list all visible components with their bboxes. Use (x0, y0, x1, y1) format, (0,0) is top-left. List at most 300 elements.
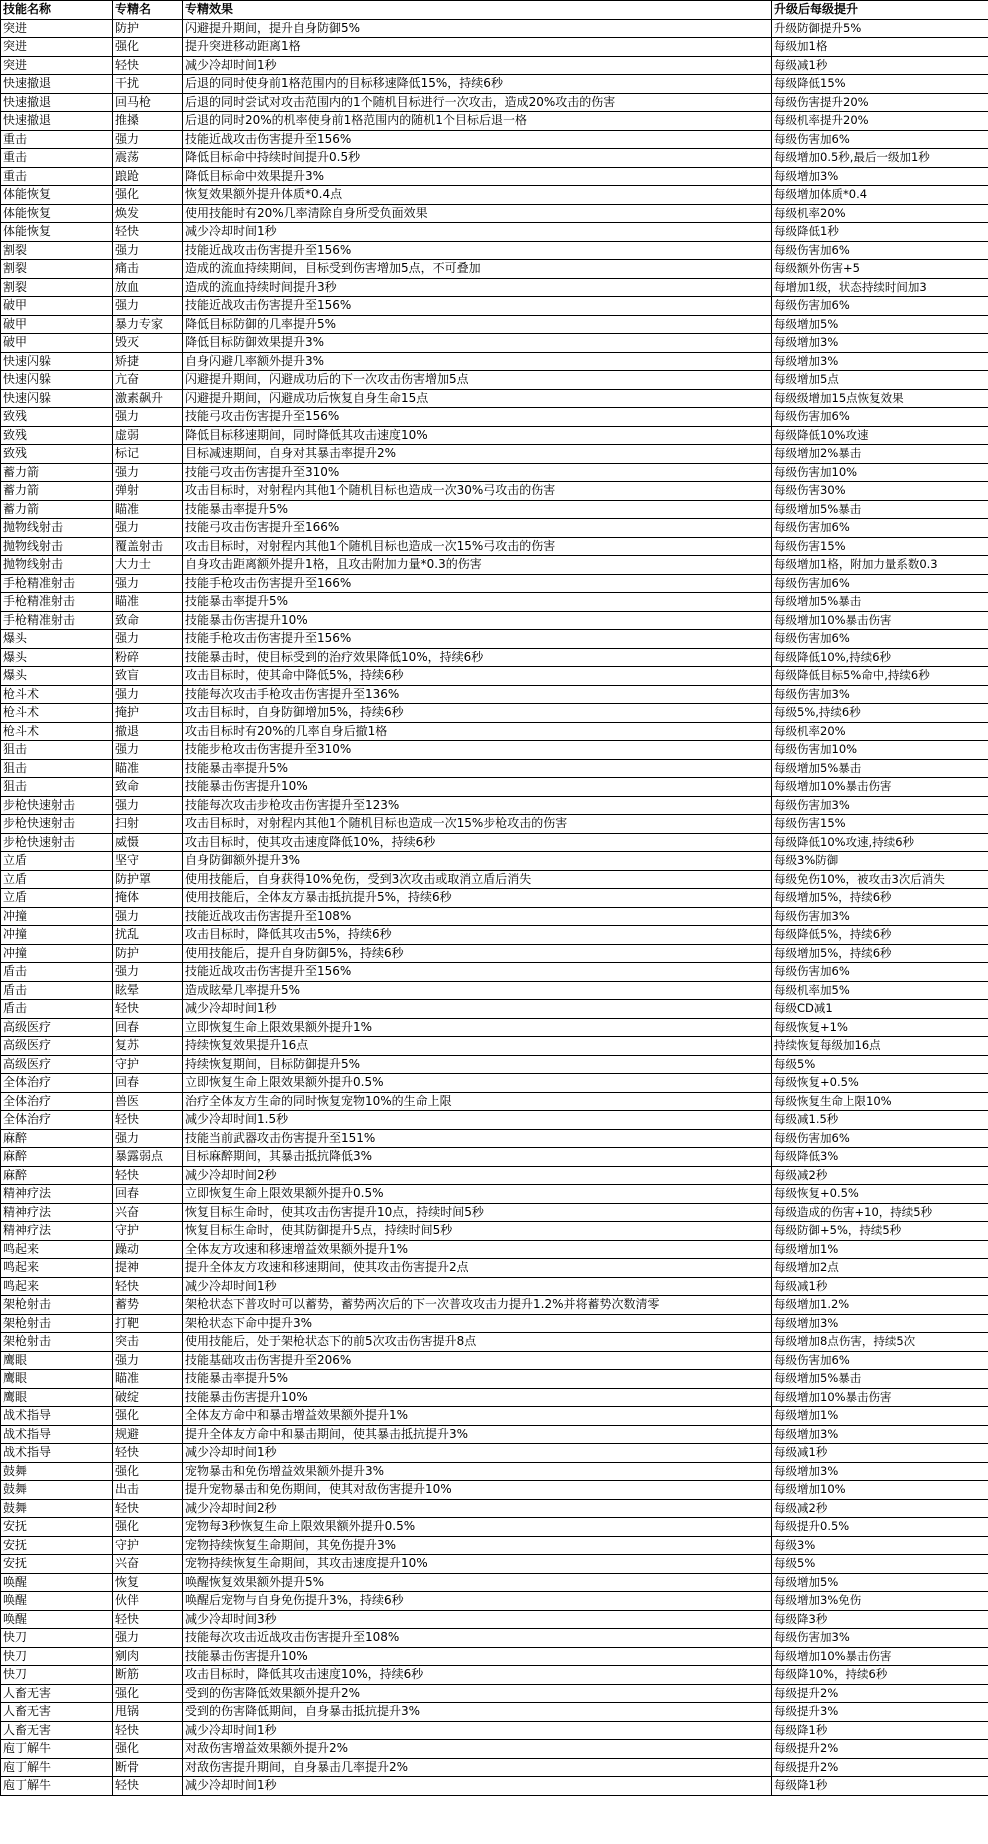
table-row (1, 260, 988, 279)
specialization-name-cell: 强力 (113, 630, 183, 649)
specialization-name-cell: 强化 (113, 186, 183, 205)
specialization-name-cell: 守护 (113, 1222, 183, 1241)
per-level-upgrade-cell: 每级增加1% (772, 1240, 988, 1259)
skill-name-cell: 爆头 (1, 648, 113, 667)
table-row (1, 297, 988, 316)
specialization-name-cell: 标记 (113, 445, 183, 464)
specialization-name-cell: 防护罩 (113, 870, 183, 889)
specialization-name-cell: 强力 (113, 796, 183, 815)
table-row (1, 741, 988, 760)
skill-name-cell: 突进 (1, 19, 113, 38)
skill-name-cell: 全体治疗 (1, 1111, 113, 1130)
specialization-effect-cell: 技能步枪攻击伤害提升至310% (183, 741, 772, 760)
per-level-upgrade-cell: 每级增加10%暴击伤害 (772, 1647, 988, 1666)
per-level-upgrade-cell: 每级伤害30% (772, 482, 988, 501)
table-row (1, 1444, 988, 1463)
per-level-upgrade-cell: 每级降低10%攻速 (772, 426, 988, 445)
per-level-upgrade-cell: 每级增加1格，附加力量系数0.3 (772, 556, 988, 575)
specialization-effect-cell: 目标麻醉期间，其暴击抵抗降低3% (183, 1148, 772, 1167)
per-level-upgrade-cell: 每级恢复+1% (772, 1018, 988, 1037)
specialization-name-cell: 轻快 (113, 1777, 183, 1796)
table-row (1, 482, 988, 501)
per-level-upgrade-cell: 每级增加5点 (772, 371, 988, 390)
specialization-name-cell: 强化 (113, 1518, 183, 1537)
skill-name-cell: 抛物线射击 (1, 556, 113, 575)
specialization-name-cell: 规避 (113, 1425, 183, 1444)
skill-name-cell: 鸣起来 (1, 1259, 113, 1278)
per-level-upgrade-cell: 每级降低15% (772, 75, 988, 94)
table-row (1, 278, 988, 297)
specialization-effect-cell: 攻击目标时，降低其攻击5%，持续6秒 (183, 926, 772, 945)
specialization-effect-cell: 攻击目标时，对射程内其他1个随机目标也造成一次30%弓攻击的伤害 (183, 482, 772, 501)
per-level-upgrade-cell: 每级增加3% (772, 1314, 988, 1333)
skill-name-cell: 高级医疗 (1, 1037, 113, 1056)
specialization-name-cell: 回马枪 (113, 93, 183, 112)
table-row (1, 1407, 988, 1426)
per-level-upgrade-cell: 每级增加3% (772, 334, 988, 353)
specialization-effect-cell: 攻击目标时，使其攻击速度降低10%，持续6秒 (183, 833, 772, 852)
skill-name-cell: 麻醉 (1, 1129, 113, 1148)
specialization-name-cell: 放血 (113, 278, 183, 297)
table-row (1, 241, 988, 260)
specialization-effect-cell: 对敌伤害增益效果额外提升2% (183, 1740, 772, 1759)
specialization-effect-cell: 技能基础攻击伤害提升至206% (183, 1351, 772, 1370)
specialization-name-cell: 打靶 (113, 1314, 183, 1333)
specialization-effect-cell: 技能暴击伤害提升10% (183, 1388, 772, 1407)
specialization-name-cell: 防护 (113, 944, 183, 963)
per-level-upgrade-cell: 每级降1秒 (772, 1721, 988, 1740)
specialization-effect-cell: 攻击目标时，对射程内其他1个随机目标也造成一次15%步枪攻击的伤害 (183, 815, 772, 834)
skill-name-cell: 体能恢复 (1, 204, 113, 223)
skill-name-cell: 战术指导 (1, 1407, 113, 1426)
specialization-name-cell: 粉碎 (113, 648, 183, 667)
specialization-name-cell: 暴力专家 (113, 315, 183, 334)
table-row (1, 426, 988, 445)
per-level-upgrade-cell: 每级降10%，持续6秒 (772, 1666, 988, 1685)
specialization-effect-cell: 恢复目标生命时，使其防御提升5点，持续时间5秒 (183, 1222, 772, 1241)
per-level-upgrade-cell: 每级伤害加10% (772, 463, 988, 482)
specialization-name-cell: 出击 (113, 1481, 183, 1500)
specialization-effect-cell: 技能近战攻击伤害提升至156% (183, 130, 772, 149)
skill-name-cell: 快刀 (1, 1647, 113, 1666)
table-row (1, 1018, 988, 1037)
skill-name-cell: 步枪快速射击 (1, 833, 113, 852)
per-level-upgrade-cell: 每级增加5%暴击 (772, 593, 988, 612)
skill-name-cell: 盾击 (1, 981, 113, 1000)
skill-name-cell: 狙击 (1, 759, 113, 778)
specialization-effect-cell: 技能暴击率提升5% (183, 759, 772, 778)
skill-name-cell: 鹰眼 (1, 1388, 113, 1407)
per-level-upgrade-cell: 每级增加10%暴击伤害 (772, 611, 988, 630)
specialization-effect-cell: 后退的同时尝试对攻击范围内的1个随机目标进行一次攻击，造成20%攻击的伤害 (183, 93, 772, 112)
table-row (1, 963, 988, 982)
per-level-upgrade-cell: 每级增加5%暴击 (772, 500, 988, 519)
skill-name-cell: 致残 (1, 408, 113, 427)
specialization-name-cell: 回春 (113, 1018, 183, 1037)
table-row (1, 778, 988, 797)
specialization-effect-cell: 立即恢复生命上限效果额外提升0.5% (183, 1074, 772, 1093)
specialization-effect-cell: 减少冷却时间1秒 (183, 1721, 772, 1740)
table-row (1, 1666, 988, 1685)
per-level-upgrade-cell: 每增加1级，状态持续时间加3 (772, 278, 988, 297)
specialization-effect-cell: 治疗全体友方生命的同时恢复宠物10%的生命上限 (183, 1092, 772, 1111)
table-row (1, 112, 988, 131)
skill-name-cell: 快速撤退 (1, 112, 113, 131)
table-row (1, 852, 988, 871)
specialization-effect-cell: 使用技能时有20%几率清除自身所受负面效果 (183, 204, 772, 223)
per-level-upgrade-cell: 每级伤害加6% (772, 1129, 988, 1148)
specialization-name-cell: 断骨 (113, 1758, 183, 1777)
table-row (1, 944, 988, 963)
per-level-upgrade-cell: 每级增加5%，持续6秒 (772, 944, 988, 963)
per-level-upgrade-cell: 每级提升2% (772, 1758, 988, 1777)
specialization-effect-cell: 提升全体友方命中和暴击期间，使其暴击抵抗提升3% (183, 1425, 772, 1444)
specialization-name-cell: 弹射 (113, 482, 183, 501)
table-row (1, 19, 988, 38)
specialization-name-cell: 瞄准 (113, 759, 183, 778)
per-level-upgrade-cell: 每级增加5% (772, 1573, 988, 1592)
table-row (1, 1351, 988, 1370)
table-row (1, 1703, 988, 1722)
specialization-effect-cell: 唤醒后宠物与自身免伤提升3%，持续6秒 (183, 1592, 772, 1611)
per-level-upgrade-cell: 每级降1秒 (772, 1777, 988, 1796)
table-row (1, 93, 988, 112)
specialization-effect-cell: 使用技能后，自身获得10%免伤，受到3次攻击或取消立盾后消失 (183, 870, 772, 889)
skill-name-cell: 割裂 (1, 260, 113, 279)
table-row (1, 334, 988, 353)
per-level-upgrade-cell: 每级恢复+0.5% (772, 1185, 988, 1204)
table-row (1, 1499, 988, 1518)
table-row (1, 1721, 988, 1740)
table-row (1, 667, 988, 686)
per-level-upgrade-cell: 每级增加体质*0.4 (772, 186, 988, 205)
skill-name-cell: 立盾 (1, 870, 113, 889)
specialization-effect-cell: 技能每次攻击步枪攻击伤害提升至123% (183, 796, 772, 815)
specialization-name-cell: 守护 (113, 1055, 183, 1074)
table-row (1, 519, 988, 538)
skill-name-cell: 高级医疗 (1, 1055, 113, 1074)
specialization-name-cell: 强力 (113, 463, 183, 482)
specialization-effect-cell: 技能弓攻击伤害提升至166% (183, 519, 772, 538)
specialization-effect-cell: 架枪状态下命中提升3% (183, 1314, 772, 1333)
skill-name-cell: 割裂 (1, 241, 113, 260)
specialization-name-cell: 轻快 (113, 1277, 183, 1296)
table-row (1, 648, 988, 667)
specialization-effect-cell: 降低目标命中效果提升3% (183, 167, 772, 186)
specialization-name-cell: 痛击 (113, 260, 183, 279)
specialization-name-cell: 掩体 (113, 889, 183, 908)
skill-name-cell: 快刀 (1, 1666, 113, 1685)
specialization-effect-cell: 宠物每3秒恢复生命上限效果额外提升0.5% (183, 1518, 772, 1537)
per-level-upgrade-cell: 每级机率20% (772, 722, 988, 741)
specialization-effect-cell: 减少冷却时间1秒 (183, 223, 772, 242)
skill-name-cell: 安抚 (1, 1518, 113, 1537)
specialization-effect-cell: 攻击目标时，自身防御增加5%，持续6秒 (183, 704, 772, 723)
specialization-name-cell: 破绽 (113, 1388, 183, 1407)
specialization-name-cell: 矫捷 (113, 352, 183, 371)
per-level-upgrade-cell: 每级提升0.5% (772, 1518, 988, 1537)
specialization-name-cell: 断筋 (113, 1666, 183, 1685)
per-level-upgrade-cell: 每级伤害加3% (772, 907, 988, 926)
specialization-name-cell: 躁动 (113, 1240, 183, 1259)
specialization-effect-cell: 立即恢复生命上限效果额外提升1% (183, 1018, 772, 1037)
per-level-upgrade-cell: 每级恢复生命上限10% (772, 1092, 988, 1111)
skill-name-cell: 全体治疗 (1, 1092, 113, 1111)
specialization-effect-cell: 宠物持续恢复生命期间，其攻击速度提升10% (183, 1555, 772, 1574)
specialization-effect-cell: 减少冷却时间1秒 (183, 56, 772, 75)
per-level-upgrade-cell: 每级降低5%，持续6秒 (772, 926, 988, 945)
per-level-upgrade-cell: 每级防御+5%，持续5秒 (772, 1222, 988, 1241)
table-row (1, 759, 988, 778)
table-row (1, 408, 988, 427)
skill-name-cell: 枪斗术 (1, 704, 113, 723)
specialization-name-cell: 强化 (113, 38, 183, 57)
table-row (1, 1166, 988, 1185)
skill-name-cell: 唤醒 (1, 1592, 113, 1611)
specialization-effect-cell: 持续恢复期间，目标防御提升5% (183, 1055, 772, 1074)
specialization-effect-cell: 减少冷却时间2秒 (183, 1499, 772, 1518)
skill-name-cell: 安抚 (1, 1555, 113, 1574)
specialization-effect-cell: 自身闪避几率额外提升3% (183, 352, 772, 371)
skill-name-cell: 立盾 (1, 852, 113, 871)
per-level-upgrade-cell: 每级增加5% (772, 315, 988, 334)
specialization-name-cell: 强力 (113, 1629, 183, 1648)
skill-name-cell: 冲撞 (1, 944, 113, 963)
skill-name-cell: 快速闪躲 (1, 389, 113, 408)
specialization-name-cell: 突击 (113, 1333, 183, 1352)
per-level-upgrade-cell: 每级增加0.5秒,最后一级加1秒 (772, 149, 988, 168)
specialization-name-cell: 瞄准 (113, 500, 183, 519)
specialization-name-cell: 暴露弱点 (113, 1148, 183, 1167)
per-level-upgrade-cell: 每级伤害加6% (772, 297, 988, 316)
skill-name-cell: 快刀 (1, 1629, 113, 1648)
table-row (1, 611, 988, 630)
specialization-name-cell: 兽医 (113, 1092, 183, 1111)
table-row (1, 907, 988, 926)
specialization-name-cell: 致命 (113, 778, 183, 797)
table-row (1, 186, 988, 205)
skill-name-cell: 快速撤退 (1, 75, 113, 94)
skill-name-cell: 架枪射击 (1, 1314, 113, 1333)
per-level-upgrade-cell: 每级伤害加6% (772, 963, 988, 982)
skill-name-cell: 爆头 (1, 630, 113, 649)
table-row (1, 38, 988, 57)
table-row (1, 389, 988, 408)
specialization-name-cell: 干扰 (113, 75, 183, 94)
table-row (1, 815, 988, 834)
specialization-name-cell: 坚守 (113, 852, 183, 871)
table-row (1, 223, 988, 242)
specialization-name-cell: 致命 (113, 611, 183, 630)
per-level-upgrade-cell: 每级增加8点伤害，持续5次 (772, 1333, 988, 1352)
skill-name-cell: 手枪精准射击 (1, 574, 113, 593)
specialization-name-cell: 强力 (113, 130, 183, 149)
skill-name-cell: 体能恢复 (1, 186, 113, 205)
per-level-upgrade-cell: 每级降3秒 (772, 1610, 988, 1629)
specialization-name-cell: 强力 (113, 907, 183, 926)
skill-name-cell: 破甲 (1, 315, 113, 334)
specialization-effect-cell: 恢复效果额外提升体质*0.4点 (183, 186, 772, 205)
specialization-effect-cell: 攻击目标时，对射程内其他1个随机目标也造成一次15%弓攻击的伤害 (183, 537, 772, 556)
specialization-effect-cell: 减少冷却时间1秒 (183, 1777, 772, 1796)
table-row (1, 1148, 988, 1167)
per-level-upgrade-cell: 每级机率提升20% (772, 112, 988, 131)
table-row (1, 1333, 988, 1352)
table-row (1, 500, 988, 519)
skill-name-cell: 鼓舞 (1, 1499, 113, 1518)
specialization-effect-cell: 技能近战攻击伤害提升至156% (183, 297, 772, 316)
per-level-upgrade-cell: 每级5%,持续6秒 (772, 704, 988, 723)
specialization-effect-cell: 技能弓攻击伤害提升至310% (183, 463, 772, 482)
per-level-upgrade-cell: 每级恢复+0.5% (772, 1074, 988, 1093)
table-row (1, 926, 988, 945)
per-level-upgrade-cell: 每级伤害加6% (772, 1351, 988, 1370)
skill-name-cell: 立盾 (1, 889, 113, 908)
table-row (1, 796, 988, 815)
skill-name-cell: 体能恢复 (1, 223, 113, 242)
skill-name-cell: 高级医疗 (1, 1018, 113, 1037)
header-per-level-upgrade: 升级后每级提升 (772, 1, 988, 20)
specialization-effect-cell: 架枪状态下普攻时可以蓄势，蓄势两次后的下一次普攻攻击力提升1.2%并将蓄势次数清零 (183, 1296, 772, 1315)
table-row (1, 1610, 988, 1629)
table-row (1, 556, 988, 575)
skill-name-cell: 鸣起来 (1, 1277, 113, 1296)
specialization-name-cell: 强化 (113, 1684, 183, 1703)
table-row (1, 463, 988, 482)
specialization-effect-cell: 技能暴击伤害提升10% (183, 611, 772, 630)
per-level-upgrade-cell: 每级增加2点 (772, 1259, 988, 1278)
skill-name-cell: 战术指导 (1, 1425, 113, 1444)
per-level-upgrade-cell: 每级伤害加6% (772, 241, 988, 260)
per-level-upgrade-cell: 每级增加1.2% (772, 1296, 988, 1315)
specialization-effect-cell: 立即恢复生命上限效果额外提升0.5% (183, 1185, 772, 1204)
specialization-effect-cell: 技能近战攻击伤害提升至108% (183, 907, 772, 926)
specialization-effect-cell: 闪避提升期间，闪避成功后恢复自身生命15点 (183, 389, 772, 408)
skill-name-cell: 割裂 (1, 278, 113, 297)
specialization-name-cell: 轻快 (113, 1721, 183, 1740)
skill-name-cell: 爆头 (1, 667, 113, 686)
per-level-upgrade-cell: 每级增加3% (772, 1462, 988, 1481)
specialization-name-cell: 轻快 (113, 1610, 183, 1629)
specialization-effect-cell: 使用技能后，提升自身防御5%，持续6秒 (183, 944, 772, 963)
table-row (1, 352, 988, 371)
per-level-upgrade-cell: 每级降低10%攻速,持续6秒 (772, 833, 988, 852)
specialization-name-cell: 提神 (113, 1259, 183, 1278)
table-row (1, 1000, 988, 1019)
specialization-name-cell: 防护 (113, 19, 183, 38)
per-level-upgrade-cell: 每级降低目标5%命中,持续6秒 (772, 667, 988, 686)
header-skill-name: 技能名称 (1, 1, 113, 20)
specialization-name-cell: 大力士 (113, 556, 183, 575)
specialization-name-cell: 强力 (113, 574, 183, 593)
specialization-effect-cell: 技能手枪攻击伤害提升至166% (183, 574, 772, 593)
skill-name-cell: 唤醒 (1, 1610, 113, 1629)
table-row (1, 75, 988, 94)
skill-name-cell: 精神疗法 (1, 1222, 113, 1241)
table-row (1, 1055, 988, 1074)
per-level-upgrade-cell: 每级减1秒 (772, 56, 988, 75)
table-row (1, 1222, 988, 1241)
specialization-effect-cell: 提升全体友方攻速和移速期间，使其攻击伤害提升2点 (183, 1259, 772, 1278)
specialization-name-cell: 轻快 (113, 56, 183, 75)
per-level-upgrade-cell: 每级加1格 (772, 38, 988, 57)
table-row (1, 722, 988, 741)
per-level-upgrade-cell: 每级额外伤害+5 (772, 260, 988, 279)
table-row (1, 130, 988, 149)
specialization-name-cell: 兴奋 (113, 1203, 183, 1222)
specialization-name-cell: 甩锅 (113, 1703, 183, 1722)
skill-name-cell: 手枪精准射击 (1, 593, 113, 612)
table-row (1, 1370, 988, 1389)
per-level-upgrade-cell: 每级减1.5秒 (772, 1111, 988, 1130)
specialization-name-cell: 威慑 (113, 833, 183, 852)
table-row (1, 1203, 988, 1222)
table-row (1, 1388, 988, 1407)
table-row (1, 1555, 988, 1574)
per-level-upgrade-cell: 每级增加10% (772, 1481, 988, 1500)
per-level-upgrade-cell: 每级造成的伤害+10，持续5秒 (772, 1203, 988, 1222)
per-level-upgrade-cell: 每级降低1秒 (772, 223, 988, 242)
specialization-effect-cell: 对敌伤害提升期间，自身暴击几率提升2% (183, 1758, 772, 1777)
table-row (1, 1629, 988, 1648)
specialization-name-cell: 掩护 (113, 704, 183, 723)
specialization-name-cell: 轻快 (113, 1499, 183, 1518)
per-level-upgrade-cell: 每级伤害加10% (772, 741, 988, 760)
per-level-upgrade-cell: 每级伤害加6% (772, 630, 988, 649)
table-row (1, 630, 988, 649)
per-level-upgrade-cell: 每级5% (772, 1555, 988, 1574)
specialization-effect-cell: 减少冷却时间1秒 (183, 1000, 772, 1019)
specialization-effect-cell: 技能近战攻击伤害提升至156% (183, 241, 772, 260)
specialization-name-cell: 激素飙升 (113, 389, 183, 408)
per-level-upgrade-cell: 每级3%防御 (772, 852, 988, 871)
specialization-effect-cell: 造成的流血持续时间提升3秒 (183, 278, 772, 297)
per-level-upgrade-cell: 每级CD减1 (772, 1000, 988, 1019)
specialization-name-cell: 扰乱 (113, 926, 183, 945)
table-row (1, 204, 988, 223)
specialization-effect-cell: 减少冷却时间1秒 (183, 1277, 772, 1296)
skill-name-cell: 精神疗法 (1, 1203, 113, 1222)
specialization-name-cell: 轻快 (113, 1000, 183, 1019)
skill-name-cell: 鹰眼 (1, 1351, 113, 1370)
table-row (1, 1111, 988, 1130)
table-row (1, 1740, 988, 1759)
skill-name-cell: 致残 (1, 445, 113, 464)
per-level-upgrade-cell: 每级增加10%暴击伤害 (772, 778, 988, 797)
specialization-effect-cell: 全体友方命中和暴击增益效果额外提升1% (183, 1407, 772, 1426)
per-level-upgrade-cell: 每级伤害加3% (772, 685, 988, 704)
per-level-upgrade-cell: 每级伤害加3% (772, 796, 988, 815)
specialization-effect-cell: 降低目标防御效果提升3% (183, 334, 772, 353)
per-level-upgrade-cell: 每级增加1% (772, 1407, 988, 1426)
specialization-effect-cell: 闪避提升期间，提升自身防御5% (183, 19, 772, 38)
specialization-effect-cell: 减少冷却时间2秒 (183, 1166, 772, 1185)
specialization-effect-cell: 技能暴击率提升5% (183, 500, 772, 519)
specialization-name-cell: 撤退 (113, 722, 183, 741)
table-row (1, 1758, 988, 1777)
skill-name-cell: 冲撞 (1, 926, 113, 945)
specialization-effect-cell: 宠物暴击和免伤增益效果额外提升3% (183, 1462, 772, 1481)
specialization-name-cell: 焕发 (113, 204, 183, 223)
skill-name-cell: 庖丁解牛 (1, 1758, 113, 1777)
specialization-effect-cell: 攻击目标时有20%的几率自身后撤1格 (183, 722, 772, 741)
specialization-name-cell: 瞄准 (113, 1370, 183, 1389)
table-row (1, 1314, 988, 1333)
skill-name-cell: 重击 (1, 149, 113, 168)
table-row (1, 1037, 988, 1056)
skill-name-cell: 突进 (1, 56, 113, 75)
skill-name-cell: 鸣起来 (1, 1240, 113, 1259)
